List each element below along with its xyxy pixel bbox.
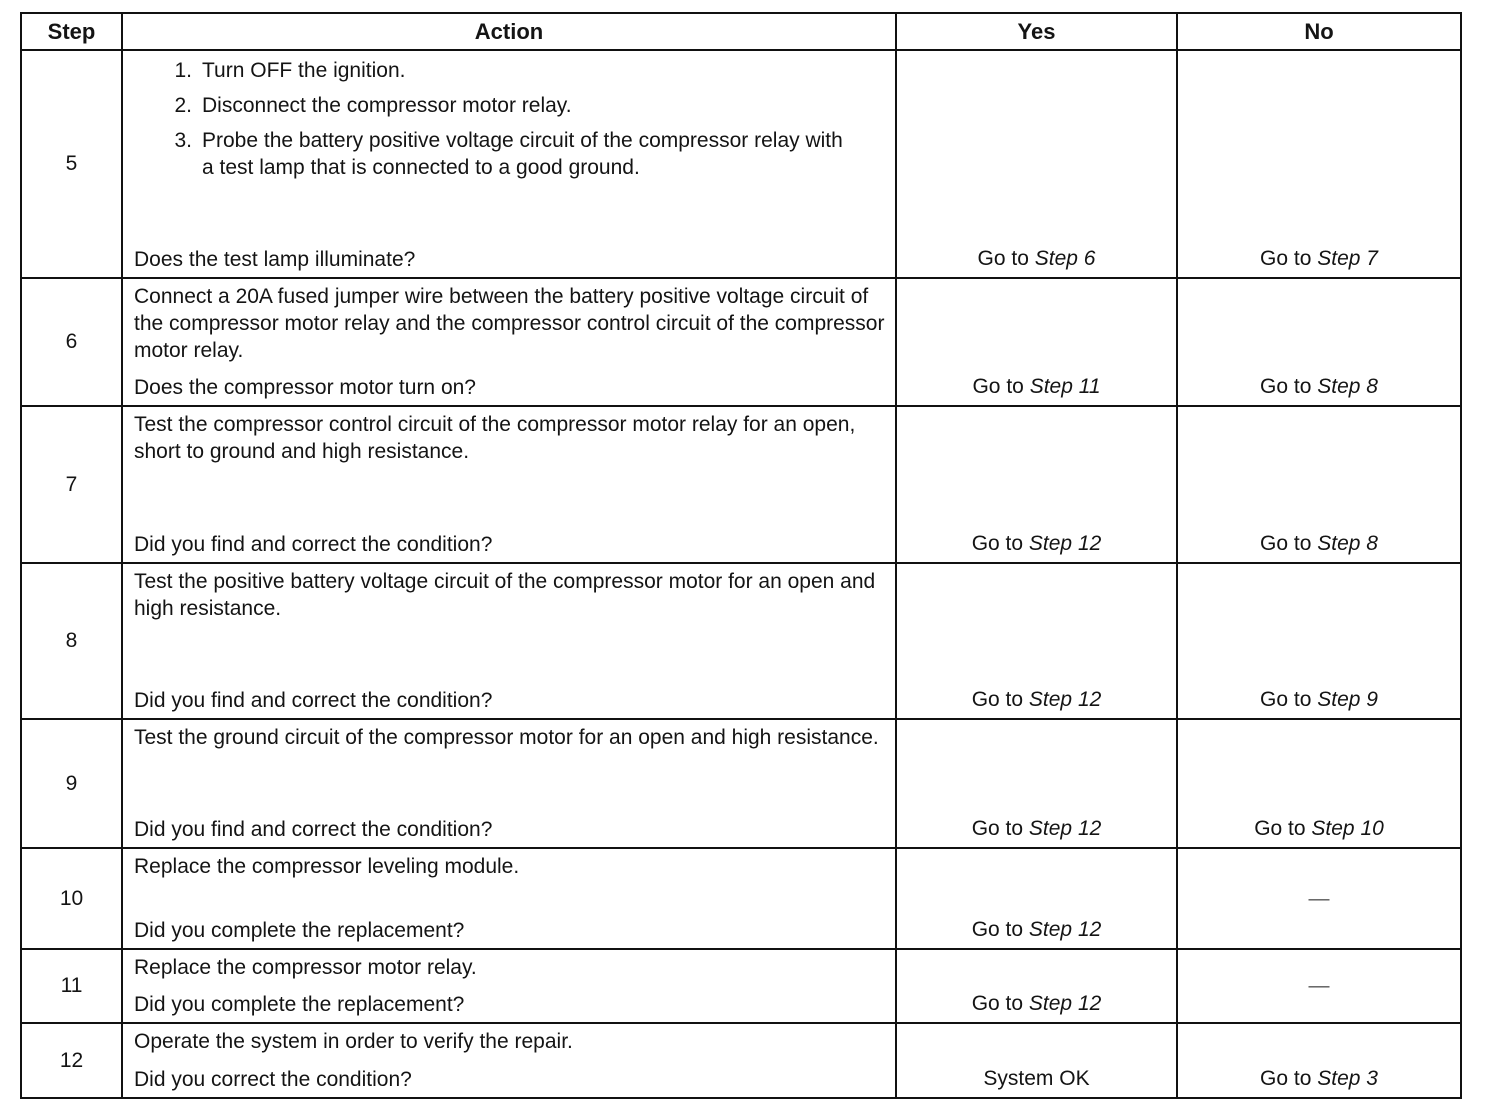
dash-placeholder: — xyxy=(1308,974,1330,997)
no-cell xyxy=(1177,278,1461,406)
goto-step: Step 12 xyxy=(1028,918,1102,941)
header-yes: Yes xyxy=(896,13,1177,50)
yes-cell xyxy=(896,949,1177,1023)
question-text: Did you find and correct the condition? xyxy=(134,818,493,841)
question-text: Did you correct the condition? xyxy=(134,1068,412,1091)
question-text: Did you find and correct the condition? xyxy=(134,533,493,556)
step-number: 6 xyxy=(21,278,122,406)
question-text: Did you complete the replacement? xyxy=(134,993,465,1016)
diagnostic-table xyxy=(20,12,1462,1099)
yes-cell xyxy=(896,1023,1177,1098)
goto-step: Step 8 xyxy=(1317,375,1378,398)
goto-prefix: Go to xyxy=(971,688,1024,711)
yes-cell xyxy=(896,278,1177,406)
list-number: 2. xyxy=(174,94,192,117)
no-cell xyxy=(1177,50,1461,278)
table-row xyxy=(21,719,1461,848)
goto-step: Step 12 xyxy=(1028,817,1102,840)
goto-prefix: Go to xyxy=(1260,688,1312,711)
goto-prefix: Go to xyxy=(1260,532,1312,555)
question-text: Did you complete the replacement? xyxy=(134,919,465,942)
yes-cell xyxy=(896,848,1177,949)
goto-step: Step 7 xyxy=(1317,247,1378,270)
goto-step: Step 10 xyxy=(1311,817,1384,840)
header-action: Action xyxy=(122,13,896,50)
table-row xyxy=(21,1023,1461,1098)
yes-cell xyxy=(896,563,1177,719)
no-cell xyxy=(1177,406,1461,563)
goto-prefix: Go to xyxy=(977,247,1029,270)
table-row xyxy=(21,848,1461,949)
question-text: Did you find and correct the condition? xyxy=(134,689,493,712)
goto-step: Step 11 xyxy=(1029,375,1101,398)
goto-prefix: Go to xyxy=(971,992,1024,1015)
goto-step: Step 12 xyxy=(1028,532,1102,555)
action-cell xyxy=(122,406,896,563)
goto-step: Step 6 xyxy=(1034,247,1096,270)
action-text: Replace the compressor leveling module. xyxy=(134,855,520,878)
table-row xyxy=(21,278,1461,406)
goto-prefix: Go to xyxy=(1260,1067,1312,1090)
no-cell xyxy=(1177,1023,1461,1098)
step-number: 9 xyxy=(21,719,122,848)
list-number: 3. xyxy=(174,129,192,152)
action-cell xyxy=(122,50,896,278)
no-cell xyxy=(1177,563,1461,719)
list-text: Turn OFF the ignition. xyxy=(202,59,406,82)
goto-prefix: Go to xyxy=(971,918,1024,941)
list-item xyxy=(134,127,885,181)
list-text: Disconnect the compressor motor relay. xyxy=(202,94,572,117)
yes-cell xyxy=(896,406,1177,563)
action-cell xyxy=(122,848,896,949)
action-cell xyxy=(122,719,896,848)
list-text: Probe the battery positive voltage circuit of the compressor relay with a test lamp that is connected to a good ground. xyxy=(202,129,843,179)
action-text: Connect a 20A fused jumper wire between the battery positive voltage circuit of the compressor motor relay and the compressor control circuit of the compressor motor relay. xyxy=(134,285,885,362)
list-number: 1. xyxy=(174,59,192,82)
goto-step: Step 8 xyxy=(1317,532,1378,555)
step-number: 12 xyxy=(21,1023,122,1098)
no-cell xyxy=(1177,719,1461,848)
goto-prefix: Go to xyxy=(1260,375,1312,398)
goto-prefix: Go to xyxy=(1260,247,1312,270)
goto-step: Step 12 xyxy=(1028,688,1102,711)
result-text: System OK xyxy=(983,1067,1090,1090)
table-row xyxy=(21,50,1461,278)
action-cell xyxy=(122,278,896,406)
yes-cell xyxy=(896,719,1177,848)
action-cell xyxy=(122,949,896,1023)
no-cell xyxy=(1177,848,1461,949)
step-number: 11 xyxy=(21,949,122,1023)
header-no: No xyxy=(1177,13,1461,50)
action-text: Replace the compressor motor relay. xyxy=(134,956,477,979)
step-number: 7 xyxy=(21,406,122,563)
goto-prefix: Go to xyxy=(971,532,1024,555)
goto-step: Step 3 xyxy=(1317,1067,1378,1090)
action-text: Test the compressor control circuit of the compressor motor relay for an open, short to ground and high resistance. xyxy=(134,413,856,463)
yes-cell xyxy=(896,50,1177,278)
question-text: Does the compressor motor turn on? xyxy=(134,376,476,399)
table-row xyxy=(21,563,1461,719)
list-item xyxy=(134,57,885,84)
action-cell xyxy=(122,563,896,719)
goto-prefix: Go to xyxy=(971,817,1024,840)
step-number: 8 xyxy=(21,563,122,719)
action-cell xyxy=(122,1023,896,1098)
table-row xyxy=(21,949,1461,1023)
header-step: Step xyxy=(21,13,122,50)
no-cell xyxy=(1177,949,1461,1023)
goto-prefix: Go to xyxy=(972,375,1024,398)
dash-placeholder: — xyxy=(1308,886,1330,910)
action-text: Operate the system in order to verify the repair. xyxy=(134,1030,573,1053)
step-number: 10 xyxy=(21,848,122,949)
question-text: Does the test lamp illuminate? xyxy=(134,248,416,271)
table-row xyxy=(21,406,1461,563)
goto-step: Step 9 xyxy=(1317,688,1378,711)
goto-prefix: Go to xyxy=(1254,817,1306,840)
goto-step: Step 12 xyxy=(1028,992,1102,1015)
instruction-list xyxy=(134,57,885,189)
step-number: 5 xyxy=(21,50,122,278)
action-text: Test the ground circuit of the compressor motor for an open and high resistance. xyxy=(134,726,879,749)
action-text: Test the positive battery voltage circuit of the compressor motor for an open and high resistance. xyxy=(134,570,876,620)
header-row xyxy=(21,13,1461,50)
list-item xyxy=(134,92,885,119)
